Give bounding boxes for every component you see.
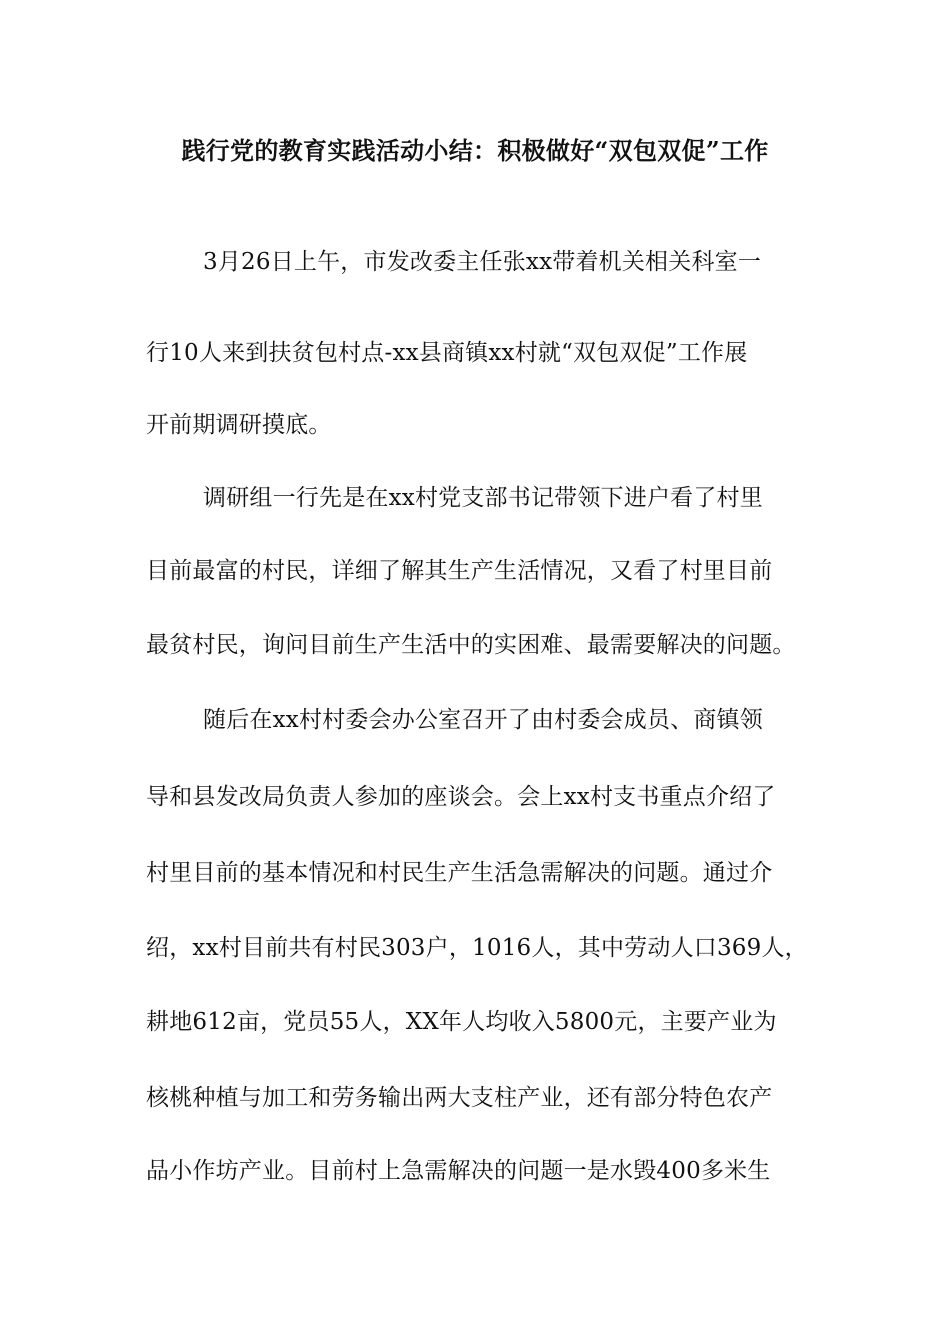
paragraph-3-line-7: 品小作坊产业。目前村上急需解决的问题一是水毁400多米生	[146, 1158, 771, 1184]
paragraph-3-line-1: 随后在xx村村委会办公室召开了由村委会成员、商镇领	[203, 707, 763, 733]
paragraph-1-line-3: 开前期调研摸底。	[146, 412, 332, 438]
paragraph-3-line-3: 村里目前的基本情况和村民生产生活急需解决的问题。通过介	[146, 860, 773, 886]
paragraph-3-line-2: 导和县发改局负责人参加的座谈会。会上xx村支书重点介绍了	[146, 784, 776, 810]
paragraph-2-line-2: 目前最富的村民，详细了解其生产生活情况，又看了村里目前	[146, 558, 773, 584]
paragraph-2-line-3: 最贫村民，询问目前生产生活中的实困难、最需要解决的问题。	[146, 632, 796, 658]
document-title: 践行党的教育实践活动小结：积极做好“双包双促”工作	[181, 136, 769, 165]
paragraph-2-line-1: 调研组一行先是在xx村党支部书记带领下进户看了村里	[203, 485, 763, 511]
paragraph-3-line-4: 绍，xx村目前共有村民303户，1016人，其中劳动人口369人，	[146, 935, 808, 961]
paragraph-3-line-6: 核桃种植与加工和劳务输出两大支柱产业，还有部分特色农产	[146, 1085, 773, 1111]
paragraph-1-line-1: 3月26日上午，市发改委主任张xx带着机关相关科室一	[203, 249, 762, 275]
paragraph-3-line-5: 耕地612亩，党员55人，XX年人均收入5800元，主要产业为	[146, 1009, 777, 1035]
paragraph-1-line-2: 行10人来到扶贫包村点-xx县商镇xx村就“双包双促”工作展	[146, 340, 748, 366]
